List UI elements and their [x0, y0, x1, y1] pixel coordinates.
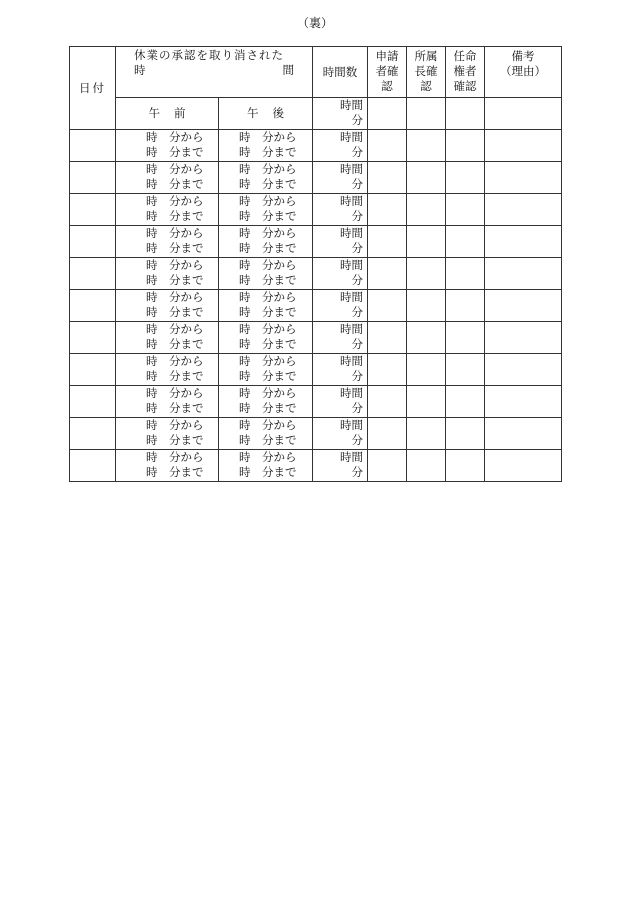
table-row [70, 354, 562, 386]
am-range-cell[interactable] [116, 386, 219, 418]
date-cell[interactable] [70, 354, 116, 386]
am-to-text: 時 分まで [146, 369, 204, 383]
minutes-unit-text: 分 [351, 273, 363, 287]
authority-confirm-header: 任命 権者 確認 [446, 47, 485, 98]
date-cell[interactable] [70, 226, 116, 258]
authority-confirm-cell[interactable] [446, 386, 485, 418]
pm-from-text: 時 分から [239, 354, 297, 368]
am-from-text: 時 分から [146, 450, 204, 464]
notes-cell[interactable] [485, 322, 562, 354]
minutes-unit-text: 分 [351, 241, 363, 255]
am-from-text: 時 分から [146, 258, 204, 272]
pm-from-text: 時 分から [239, 450, 297, 464]
pm-from-text: 時 分から [239, 194, 297, 208]
am-range-cell[interactable] [116, 226, 219, 258]
table-row [70, 226, 562, 258]
am-from-text: 時 分から [146, 290, 204, 304]
pm-from-text: 時 分から [239, 386, 297, 400]
date-cell[interactable] [70, 418, 116, 450]
hours-cell[interactable] [313, 258, 368, 290]
page-heading: （裏） [296, 16, 333, 30]
pm-from-text: 時 分から [239, 290, 297, 304]
pm-to-text: 時 分まで [239, 241, 297, 255]
date-cell[interactable] [70, 386, 116, 418]
table-row [70, 194, 562, 226]
hours-unit-text: 時間 [340, 290, 363, 304]
notes-cell[interactable] [485, 450, 562, 482]
am-to-text: 時 分まで [146, 241, 204, 255]
table-row [70, 450, 562, 482]
date-cell[interactable] [70, 258, 116, 290]
hours-cell[interactable] [313, 322, 368, 354]
table-row [70, 290, 562, 322]
am-range-cell[interactable] [116, 162, 219, 194]
pm-from-text: 時 分から [239, 322, 297, 336]
authority-confirm-cell[interactable] [446, 418, 485, 450]
hours-unit-text: 時間 [340, 130, 363, 144]
authority-confirm-cell[interactable] [446, 258, 485, 290]
applicant-confirm-cell[interactable] [368, 194, 407, 226]
pm-range-cell[interactable] [219, 194, 313, 226]
period-header-title: 休業の承認を取り消された [134, 48, 284, 62]
applicant-confirm-cell[interactable] [368, 162, 407, 194]
applicant-confirm-cell[interactable] [368, 418, 407, 450]
am-range-cell[interactable] [116, 354, 219, 386]
am-to-text: 時 分まで [146, 433, 204, 447]
header-row [70, 47, 562, 98]
notes-cell[interactable] [485, 162, 562, 194]
hours-unit-text: 時間 [340, 386, 363, 400]
authority-confirm-cell[interactable] [446, 322, 485, 354]
pm-range-cell[interactable] [219, 354, 313, 386]
head-confirm-cell[interactable] [407, 226, 446, 258]
applicant-confirm-cell[interactable] [368, 130, 407, 162]
date-cell[interactable] [70, 450, 116, 482]
am-to-text: 時 分まで [146, 465, 204, 479]
am-to-text: 時 分まで [146, 209, 204, 223]
notes-header: 備考 （理由） [485, 47, 562, 98]
minutes-unit-text: 分 [351, 465, 363, 479]
pm-to-text: 時 分まで [239, 273, 297, 287]
hours-cell[interactable] [313, 418, 368, 450]
hours-cell[interactable] [313, 354, 368, 386]
hours-cell[interactable] [313, 194, 368, 226]
am-to-text: 時 分まで [146, 177, 204, 191]
am-to-text: 時 分まで [146, 145, 204, 159]
applicant-confirm-cell[interactable] [368, 450, 407, 482]
head-confirm-cell[interactable] [407, 162, 446, 194]
hours-unit-header: 時間 分 [313, 98, 368, 130]
head-confirm-cell[interactable] [407, 322, 446, 354]
am-from-text: 時 分から [146, 194, 204, 208]
head-confirm-cell[interactable] [407, 418, 446, 450]
pm-header: 午後 [219, 98, 313, 130]
minutes-unit-text: 分 [351, 369, 363, 383]
authority-confirm-cell[interactable] [446, 290, 485, 322]
am-from-text: 時 分から [146, 386, 204, 400]
hours-unit-text: 時間 [340, 322, 363, 336]
notes-cell[interactable] [485, 386, 562, 418]
hours-unit-text: 時間 [340, 258, 363, 272]
notes-cell[interactable] [485, 258, 562, 290]
minutes-unit-text: 分 [351, 401, 363, 415]
hours-cell[interactable] [313, 290, 368, 322]
pm-range-cell[interactable] [219, 450, 313, 482]
pm-range-cell[interactable] [219, 322, 313, 354]
table-row [70, 258, 562, 290]
notes-cell[interactable] [485, 226, 562, 258]
notes-cell[interactable] [485, 130, 562, 162]
period-header-kan: 間 [282, 63, 294, 77]
date-cell[interactable] [70, 162, 116, 194]
pm-range-cell[interactable] [219, 290, 313, 322]
pm-to-text: 時 分まで [239, 401, 297, 415]
hours-unit-text: 時間 [340, 418, 363, 432]
hours-unit-text: 時間 [340, 162, 363, 176]
pm-to-text: 時 分まで [239, 433, 297, 447]
applicant-confirm-cell[interactable] [368, 322, 407, 354]
date-cell[interactable] [70, 130, 116, 162]
leave-cancellation-table [69, 46, 562, 482]
hours-cell[interactable] [313, 386, 368, 418]
period-header-ji: 時 [134, 63, 146, 77]
pm-to-text: 時 分まで [239, 145, 297, 159]
am-range-cell[interactable] [116, 290, 219, 322]
hours-cell[interactable] [313, 162, 368, 194]
pm-to-text: 時 分まで [239, 465, 297, 479]
applicant-confirm-cell[interactable] [368, 290, 407, 322]
hours-header: 時間数 [313, 47, 368, 98]
am-from-text: 時 分から [146, 226, 204, 240]
date-cell[interactable] [70, 290, 116, 322]
date-header: 日付 [70, 47, 116, 130]
notes-cell[interactable] [485, 354, 562, 386]
am-to-text: 時 分まで [146, 401, 204, 415]
am-header: 午前 [116, 98, 219, 130]
head-confirm-cell[interactable] [407, 290, 446, 322]
pm-to-text: 時 分まで [239, 305, 297, 319]
pm-range-cell[interactable] [219, 258, 313, 290]
head-confirm-header: 所属 長確 認 [407, 47, 446, 98]
am-range-cell[interactable] [116, 418, 219, 450]
head-confirm-cell[interactable] [407, 130, 446, 162]
pm-to-text: 時 分まで [239, 209, 297, 223]
date-cell[interactable] [70, 194, 116, 226]
authority-confirm-cell[interactable] [446, 194, 485, 226]
minutes-unit-text: 分 [351, 177, 363, 191]
hours-cell[interactable] [313, 450, 368, 482]
authority-confirm-cell[interactable] [446, 130, 485, 162]
hours-unit-text: 時間 [340, 226, 363, 240]
table-row [70, 322, 562, 354]
head-confirm-cell[interactable] [407, 386, 446, 418]
table-row [70, 162, 562, 194]
table-row [70, 130, 562, 162]
minutes-unit-text: 分 [351, 433, 363, 447]
pm-from-text: 時 分から [239, 130, 297, 144]
table-row [70, 386, 562, 418]
pm-range-cell[interactable] [219, 226, 313, 258]
minutes-unit-text: 分 [351, 337, 363, 351]
date-cell[interactable] [70, 322, 116, 354]
am-to-text: 時 分まで [146, 273, 204, 287]
pm-from-text: 時 分から [239, 418, 297, 432]
pm-range-cell[interactable] [219, 162, 313, 194]
hours-unit-text: 時間 [340, 354, 363, 368]
pm-from-text: 時 分から [239, 258, 297, 272]
hours-cell[interactable] [313, 130, 368, 162]
applicant-confirm-cell[interactable] [368, 258, 407, 290]
hours-cell[interactable] [313, 226, 368, 258]
notes-cell[interactable] [485, 418, 562, 450]
notes-cell[interactable] [485, 290, 562, 322]
period-header [116, 47, 313, 98]
am-range-cell[interactable] [116, 194, 219, 226]
pm-to-text: 時 分まで [239, 337, 297, 351]
am-to-text: 時 分まで [146, 337, 204, 351]
am-to-text: 時 分まで [146, 305, 204, 319]
applicant-confirm-header: 申請 者確 認 [368, 47, 407, 98]
am-from-text: 時 分から [146, 322, 204, 336]
am-from-text: 時 分から [146, 354, 204, 368]
hours-unit-text: 時間 [340, 450, 363, 464]
pm-range-cell[interactable] [219, 130, 313, 162]
pm-to-text: 時 分まで [239, 177, 297, 191]
applicant-confirm-cell[interactable] [368, 98, 407, 130]
pm-from-text: 時 分から [239, 226, 297, 240]
pm-range-cell[interactable] [219, 386, 313, 418]
subheader-row [70, 98, 562, 130]
notes-cell[interactable] [485, 194, 562, 226]
am-range-cell[interactable] [116, 322, 219, 354]
pm-from-text: 時 分から [239, 162, 297, 176]
head-confirm-cell[interactable] [407, 98, 446, 130]
minutes-unit-text: 分 [351, 145, 363, 159]
am-range-cell[interactable] [116, 130, 219, 162]
authority-confirm-cell[interactable] [446, 450, 485, 482]
am-range-cell[interactable] [116, 258, 219, 290]
authority-confirm-cell[interactable] [446, 226, 485, 258]
table-row [70, 418, 562, 450]
head-confirm-cell[interactable] [407, 258, 446, 290]
pm-range-cell[interactable] [219, 418, 313, 450]
authority-confirm-cell[interactable] [446, 98, 485, 130]
head-confirm-cell[interactable] [407, 194, 446, 226]
am-from-text: 時 分から [146, 162, 204, 176]
pm-to-text: 時 分まで [239, 369, 297, 383]
applicant-confirm-cell[interactable] [368, 386, 407, 418]
am-from-text: 時 分から [146, 130, 204, 144]
minutes-unit-text: 分 [351, 209, 363, 223]
applicant-confirm-cell[interactable] [368, 226, 407, 258]
head-confirm-cell[interactable] [407, 354, 446, 386]
notes-cell[interactable] [485, 98, 562, 130]
am-range-cell[interactable] [116, 450, 219, 482]
authority-confirm-cell[interactable] [446, 354, 485, 386]
authority-confirm-cell[interactable] [446, 162, 485, 194]
hours-unit-text: 時間 [340, 194, 363, 208]
applicant-confirm-cell[interactable] [368, 354, 407, 386]
head-confirm-cell[interactable] [407, 450, 446, 482]
am-from-text: 時 分から [146, 418, 204, 432]
minutes-unit-text: 分 [351, 305, 363, 319]
